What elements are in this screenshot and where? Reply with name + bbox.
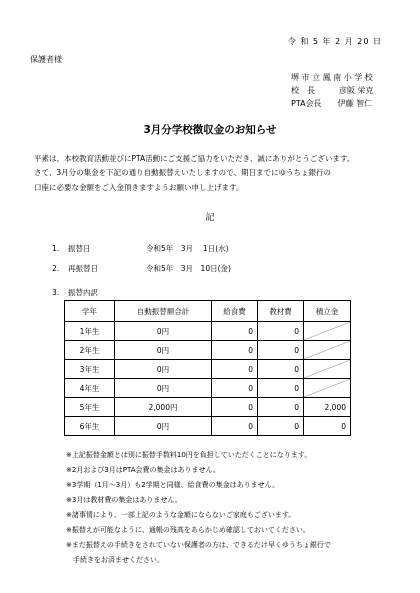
- header-reserve: 積立金: [304, 301, 351, 322]
- recipient: 保護者様: [30, 55, 62, 64]
- item-label: 振替日: [68, 244, 91, 253]
- note-line: ※3月は教材費の集金はありません。: [66, 496, 182, 504]
- item-number: 3.: [52, 288, 60, 297]
- lunch-cell: 0: [212, 341, 258, 360]
- note-line: ※2月および3月はPTA会費の集金はありません。: [66, 466, 220, 474]
- header-total: 自動振替額合計: [115, 301, 212, 322]
- document-title: 3月分学校徴収金のお知らせ: [143, 124, 277, 136]
- ki-heading: 記: [205, 213, 215, 223]
- lunch-cell: 0: [212, 398, 258, 417]
- diagonal-slash-icon: [304, 322, 350, 340]
- material-cell: 0: [258, 398, 304, 417]
- total-cell: 0円: [115, 360, 212, 379]
- item-label: 再振替日: [68, 264, 98, 273]
- reserve-cell: [304, 341, 351, 360]
- grade-cell: 2年生: [65, 341, 115, 360]
- note-line: ※上記振替金額とは別に振替手数料10円を負担していただくことになります。: [66, 451, 312, 459]
- header-grade: 学年: [65, 301, 115, 322]
- total-cell: 2,000円: [115, 398, 212, 417]
- sender-pta-chair: PTA会長 伊藤 智仁: [291, 99, 373, 108]
- lunch-cell: 0: [212, 360, 258, 379]
- fee-table: [64, 300, 351, 436]
- reserve-cell: [304, 379, 351, 398]
- document-date: 令 和 5 年 2 月 20 日: [287, 37, 382, 46]
- item-retransfer-date: [52, 263, 231, 274]
- grade-cell: 3年生: [65, 360, 115, 379]
- item-label: 振替内訳: [68, 288, 98, 297]
- note-line: ※まだ振替えの手続きをされていない保護者の方は、できるだけ早くゆうちょ銀行で: [66, 541, 331, 549]
- material-cell: 0: [258, 417, 304, 436]
- table-row: [65, 360, 351, 379]
- reserve-cell: 0: [304, 417, 351, 436]
- material-cell: 0: [258, 360, 304, 379]
- total-cell: 0円: [115, 341, 212, 360]
- diagonal-slash-icon: [304, 360, 350, 378]
- item-number: 2.: [52, 264, 60, 273]
- item-value: 令和5年 3月 1日(水): [146, 244, 229, 253]
- reserve-cell: [304, 322, 351, 341]
- item-number: 1.: [52, 244, 60, 253]
- reserve-cell: [304, 360, 351, 379]
- item-value: 令和5年 3月 10日(金): [146, 264, 231, 273]
- item-transfer-date: [52, 243, 229, 254]
- table-row: [65, 322, 351, 341]
- material-cell: 0: [258, 341, 304, 360]
- note-line: ※3学期（1月～3月）も2学期と同様、給食費の集金はありません。: [66, 481, 280, 489]
- total-cell: 0円: [115, 417, 212, 436]
- table-row: [65, 341, 351, 360]
- material-cell: 0: [258, 379, 304, 398]
- diagonal-slash-icon: [304, 341, 350, 359]
- note-line: ※諸事情により、一部上記のような金額にならないご家庭もございます。: [66, 511, 296, 519]
- reserve-cell: 2,000: [304, 398, 351, 417]
- grade-cell: 4年生: [65, 379, 115, 398]
- item-transfer-breakdown: [52, 287, 146, 298]
- total-cell: 0円: [115, 379, 212, 398]
- table-header-row: [65, 301, 351, 322]
- body-paragraph-line: 口座に必要な金額をご入金頂きますようお願い申し上げます。: [34, 183, 244, 192]
- lunch-cell: 0: [212, 379, 258, 398]
- table-row: [65, 379, 351, 398]
- sender-principal: 校 長 彦阪 栄克: [291, 86, 374, 95]
- header-lunch: 給食費: [212, 301, 258, 322]
- total-cell: 0円: [115, 322, 212, 341]
- table-row: [65, 398, 351, 417]
- grade-cell: 6年生: [65, 417, 115, 436]
- lunch-cell: 0: [212, 417, 258, 436]
- note-line: 手続きをお済ませください。: [66, 556, 164, 564]
- grade-cell: 5年生: [65, 398, 115, 417]
- diagonal-slash-icon: [304, 379, 350, 397]
- note-line: ※振替えが可能なように、通帳の残高をあらかじめ確認しておいてください。: [66, 526, 310, 534]
- sender-school: 堺 市 立 鳳 南 小 学 校: [291, 73, 373, 82]
- material-cell: 0: [258, 322, 304, 341]
- body-paragraph-line: 平素は、本校教育活動並びにPTA活動にご支援ご協力をいただき、誠にありがとうございます。: [34, 154, 355, 163]
- table-row: [65, 417, 351, 436]
- lunch-cell: 0: [212, 322, 258, 341]
- header-material: 教材費: [258, 301, 304, 322]
- grade-cell: 1年生: [65, 322, 115, 341]
- body-paragraph-line: さて、3月分の集金を下記の通り自動振替えいたしますので、期日までにゆうちょ銀行の: [34, 168, 331, 177]
